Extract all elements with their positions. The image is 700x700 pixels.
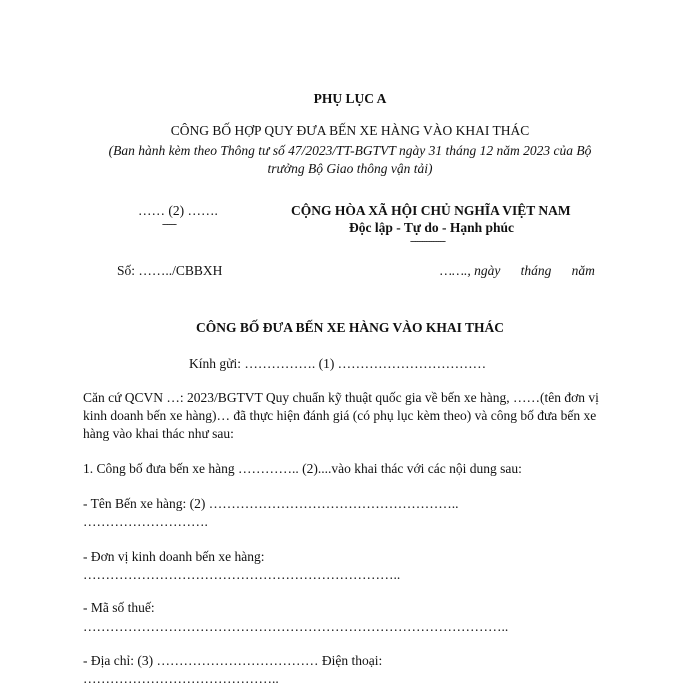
national-motto: Độc lập - Tự do - Hạnh phúc xyxy=(349,220,515,235)
field-address: - Địa chỉ: (3) ……………………………… Điện thoại: xyxy=(83,653,383,668)
document-number: Số: ……../CBBXH xyxy=(117,263,223,278)
field-operator: - Đơn vị kinh doanh bến xe hàng: xyxy=(83,549,265,564)
field-tax-code-cont: ………………………………………………………………………………….. xyxy=(83,619,509,634)
announce-title: CÔNG BỐ HỢP QUY ĐƯA BẾN XE HÀNG VÀO KHAI THÁC xyxy=(170,123,530,138)
appendix-title: PHỤ LỤC A xyxy=(313,91,387,106)
field-tax-code: - Mã số thuế: xyxy=(83,600,155,615)
country-name: CỘNG HÒA XÃ HỘI CHỦ NGHĨA VIỆT NAM xyxy=(291,203,571,218)
issued-by-line-2: trưởng Bộ Giao thông vận tải) xyxy=(267,161,433,176)
organization-underline: ------ xyxy=(162,219,176,230)
issued-by-line-1: (Ban hành kèm theo Thông tư số 47/2023/TT-BGTVT ngày 31 tháng 12 năm 2023 của Bộ xyxy=(108,143,592,158)
field-operator-cont: …………………………………………………………….. xyxy=(83,567,401,582)
intro-paragraph: Căn cứ QCVN …: 2023/BGTVT Quy chuẩn kỹ thuật quốc gia về bến xe hàng, ……(tên đơn vị kinh doanh bến xe hàng)… đã thực hiện đánh giá (có phụ lục kèm theo) và công bố đưa bến xe hàng vào khai thác như sau: xyxy=(83,390,599,441)
field-station-name: - Tên Bến xe hàng: (2) ……………………………………………….. xyxy=(83,496,459,511)
document-title: CÔNG BỐ ĐƯA BẾN XE HÀNG VÀO KHAI THÁC xyxy=(195,320,505,335)
date-line: ……., ngày tháng năm xyxy=(440,263,595,278)
field-station-name-cont: ………………………. xyxy=(83,514,208,529)
item-1: 1. Công bố đưa bến xe hàng ………….. (2)....vào khai thác với các nội dung sau: xyxy=(83,461,522,476)
organization-placeholder: …… (2) ……. xyxy=(138,203,218,218)
motto-underline: --------------- xyxy=(410,236,445,247)
field-address-cont: …………………………………….. xyxy=(83,671,279,686)
recipient-line: Kính gửi: ……………. (1) …………………………… xyxy=(189,356,487,371)
